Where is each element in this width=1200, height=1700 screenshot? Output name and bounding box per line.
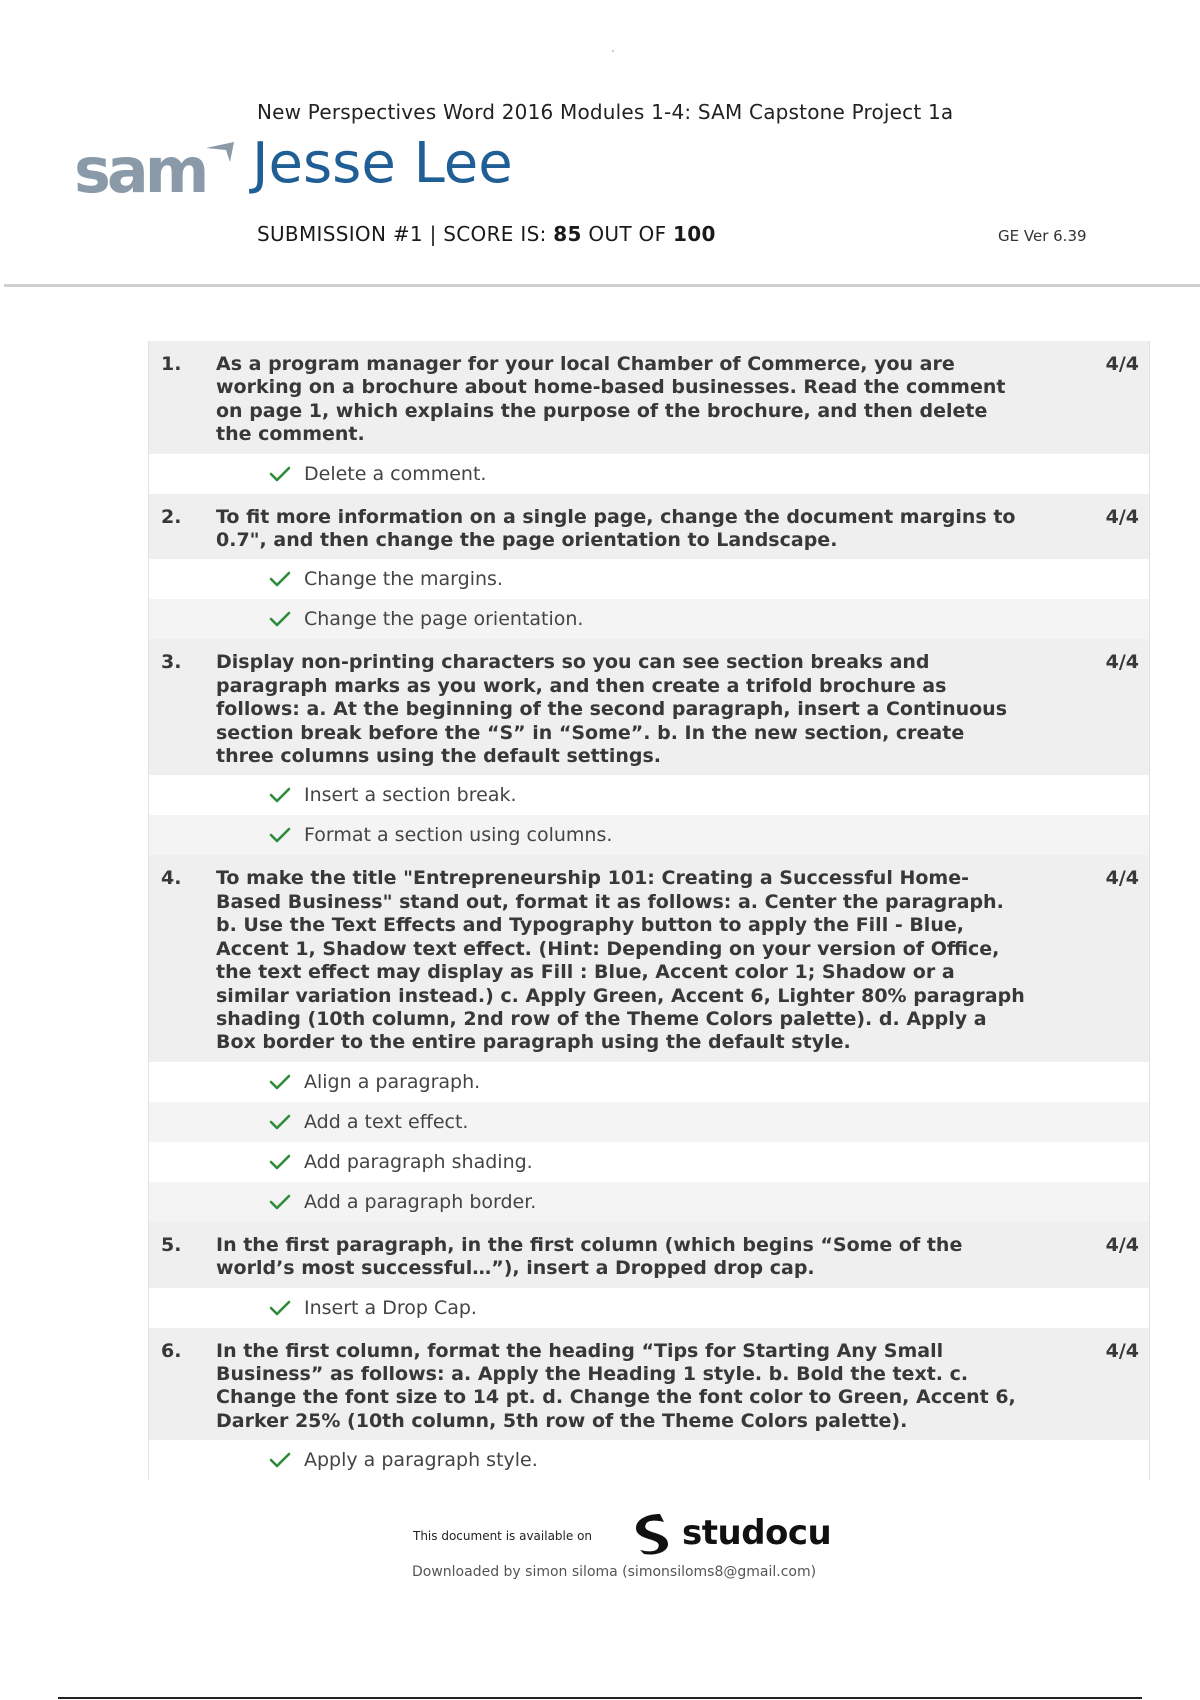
check-icon [269, 1113, 291, 1131]
subtask-label: Format a section using columns. [304, 824, 613, 847]
downloaded-by-text: Downloaded by simon siloma (simonsiloms8@gmail.com) [412, 1564, 817, 1580]
studocu-brand: studocu [682, 1513, 832, 1553]
task-row [149, 341, 1149, 454]
project-title: New Perspectives Word 2016 Modules 1-4: SAM Capstone Project 1a [257, 100, 954, 124]
task-description: In the first paragraph, in the first column (which begins “Some of the world’s most successful…”), insert a Dropped drop cap. [216, 1233, 963, 1280]
subtask-row [149, 599, 1149, 639]
check-icon [269, 1153, 291, 1171]
task-description: To make the title "Entrepreneurship 101: Creating a Successful Home-Based Business" stand out, format it as follows: a. Center the paragraph. b. Use the Text Effects and Typography button to apply the Fill - Blue, Accent 1, Shadow text effect. (Hint: Depending on your version of Office, the text effect may display as Fill : Blue, Accent color 1; Shadow or a similar variation instead.) c. Apply Green, Accent 6, Lighter 80% paragraph shading (10th column, 2nd row of the Theme Colors palette). d. Apply a Box border to the entire paragraph using the default style. [216, 867, 1025, 1054]
submission-label: SUBMISSION #1 | SCORE IS: [257, 222, 554, 246]
task-number: 6. [161, 1339, 182, 1362]
subtask-label: Add a paragraph border. [304, 1190, 537, 1213]
task-row [149, 855, 1149, 1061]
studocu-logo [630, 1510, 831, 1556]
check-icon [269, 1451, 291, 1469]
subtask-row [149, 1288, 1149, 1328]
check-icon [269, 1299, 291, 1317]
subtask-label: Add a text effect. [304, 1110, 469, 1133]
subtask-label: Insert a Drop Cap. [304, 1296, 477, 1319]
task-score: 4/4 [1105, 505, 1139, 528]
subtask-label: Add paragraph shading. [304, 1150, 533, 1173]
subtask-row [149, 1182, 1149, 1222]
subtask-row [149, 1102, 1149, 1142]
studocu-mark-icon [630, 1510, 674, 1556]
subtask-label: Change the page orientation. [304, 608, 584, 631]
check-icon [269, 826, 291, 844]
task-row [149, 639, 1149, 775]
version-label: GE Ver 6.39 [998, 227, 1087, 245]
task-number: 2. [161, 505, 182, 528]
subtask-row [149, 815, 1149, 855]
subtask-label: Change the margins. [304, 568, 503, 591]
task-score: 4/4 [1105, 1233, 1139, 1256]
report-header [0, 0, 1200, 292]
subtask-row [149, 454, 1149, 494]
score-total: 100 [673, 222, 716, 246]
check-icon [269, 786, 291, 804]
check-icon [269, 570, 291, 588]
sam-logo [74, 138, 236, 202]
subtask-row [149, 1062, 1149, 1102]
footer-available-text: This document is available on [413, 1529, 593, 1543]
score-line [257, 222, 716, 246]
task-score: 4/4 [1105, 651, 1139, 674]
bottom-rule [58, 1697, 1142, 1699]
subtask-label: Insert a section break. [304, 784, 517, 807]
subtask-row [149, 1142, 1149, 1182]
task-row [149, 494, 1149, 560]
student-name: Jesse Lee [252, 131, 513, 196]
task-description: As a program manager for your local Chamber of Commerce, you are working on a brochure about home-based businesses. Read the comment on page 1, which explains the purpose of the brochure, and then delete the comment. [216, 353, 1006, 446]
task-score: 4/4 [1105, 353, 1139, 375]
decorative-dot [612, 50, 614, 52]
check-icon [269, 1193, 291, 1211]
task-description: To fit more information on a single page, change the document margins to 0.7", and then change the page orientation to Landscape. [216, 505, 1016, 552]
out-of-label: OUT OF [581, 222, 674, 246]
results-list [148, 341, 1150, 1480]
task-row [149, 1222, 1149, 1288]
subtask-row [149, 775, 1149, 815]
check-icon [269, 465, 291, 483]
task-number: 5. [161, 1233, 182, 1256]
header-divider [4, 284, 1200, 287]
check-icon [269, 610, 291, 628]
subtask-label: Apply a paragraph style. [304, 1449, 538, 1472]
task-description: In the first column, format the heading “Tips for Starting Any Small Business” as follows: a. Apply the Heading 1 style. b. Bold the text. c. Change the font size to 14 pt. d. Change the font color to Green, Accent 6, Darker 25% (10th column, 5th row of the Theme Colors palette). [216, 1339, 1016, 1432]
score-value: 85 [553, 222, 582, 246]
subtask-row [149, 559, 1149, 599]
task-description: Display non-printing characters so you can see section breaks and paragraph marks as you work, and then create a trifold brochure as follows: a. At the beginning of the second paragraph, insert a Continuous section break before the “S” in “Some”. b. In the new section, create three columns using the default settings. [216, 651, 1008, 768]
sam-logo-text: sam [74, 138, 206, 202]
subtask-label: Delete a comment. [304, 462, 487, 485]
subtask-row [149, 1440, 1149, 1480]
task-number: 1. [161, 353, 182, 375]
task-score: 4/4 [1105, 867, 1139, 890]
task-number: 3. [161, 651, 182, 674]
task-score: 4/4 [1105, 1339, 1139, 1362]
subtask-label: Align a paragraph. [304, 1070, 481, 1093]
task-row [149, 1328, 1149, 1441]
task-number: 4. [161, 867, 182, 890]
check-icon [269, 1073, 291, 1091]
